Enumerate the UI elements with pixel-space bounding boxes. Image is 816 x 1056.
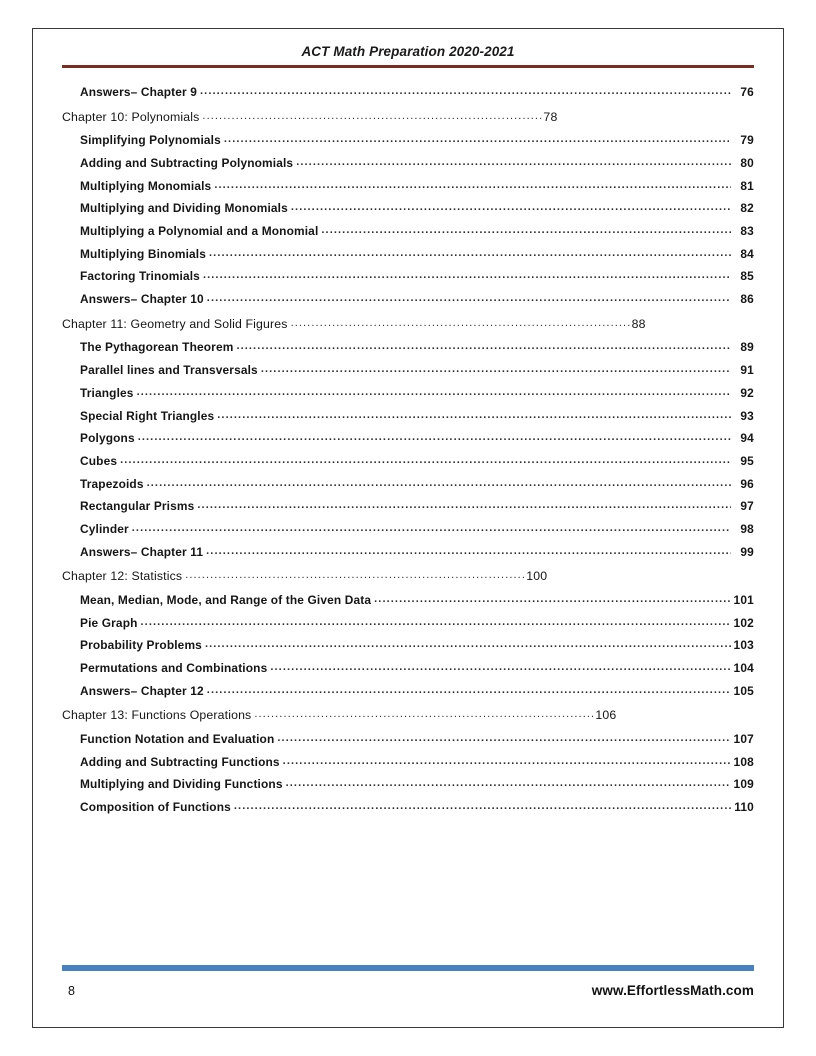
toc-leader-dots: [141, 616, 731, 629]
toc-entry-page: 104: [733, 661, 754, 676]
toc-entry-title: Special Right Triangles: [80, 408, 215, 423]
header-divider: [62, 65, 754, 68]
toc-entry-page: 109: [733, 777, 754, 792]
toc-chapter-row[interactable]: [62, 708, 754, 723]
toc-entry-title: Multiplying Binomials: [80, 246, 207, 261]
toc-entry-title: The Pythagorean Theorem: [80, 340, 234, 355]
toc-entry-page: 101: [733, 592, 754, 607]
toc-section-row[interactable]: [62, 387, 754, 401]
page-content: [62, 44, 754, 824]
toc-entry-title: Chapter 13: Functions Operations: [62, 708, 252, 723]
toc-entry-title: Answers– Chapter 10: [80, 292, 204, 307]
toc-section-row[interactable]: [62, 801, 754, 815]
toc-entry-page: 81: [740, 178, 754, 193]
toc-section-row[interactable]: [62, 733, 754, 747]
toc-leader-dots: [291, 317, 631, 330]
toc-section-row[interactable]: [62, 685, 754, 699]
toc-entry-page: 85: [740, 269, 754, 284]
toc-leader-dots: [286, 777, 731, 790]
toc-entry-page: 91: [740, 363, 754, 378]
toc-chapter-row[interactable]: [62, 317, 754, 332]
toc-leader-dots: [214, 179, 731, 192]
toc-section-row[interactable]: [62, 756, 754, 770]
toc-section-row[interactable]: [62, 248, 754, 262]
toc-leader-dots: [261, 363, 731, 376]
footer-page-number: 8: [68, 984, 75, 998]
toc-leader-dots: [277, 732, 731, 745]
toc-section-row[interactable]: [62, 432, 754, 446]
toc-leader-dots: [217, 409, 731, 422]
toc-leader-dots: [206, 545, 731, 558]
toc-section-row[interactable]: [62, 778, 754, 792]
page-header-title: ACT Math Preparation 2020-2021: [301, 44, 515, 59]
toc-section-row[interactable]: [62, 639, 754, 653]
toc-leader-dots: [207, 684, 731, 697]
toc-entry-page: 102: [733, 615, 754, 630]
toc-entry-page: 86: [740, 292, 754, 307]
toc-leader-dots: [138, 431, 731, 444]
toc-entry-title: Cylinder: [80, 521, 129, 536]
toc-chapter-row[interactable]: [62, 569, 754, 584]
toc-section-row[interactable]: [62, 594, 754, 608]
toc-section-row[interactable]: [62, 478, 754, 492]
toc-entry-title: Adding and Subtracting Polynomials: [80, 156, 294, 171]
toc-entry-title: Multiplying Monomials: [80, 178, 212, 193]
toc-section-row[interactable]: [62, 180, 754, 194]
toc-entry-title: Chapter 12: Statistics: [62, 569, 183, 584]
toc-entry-title: Answers– Chapter 11: [80, 544, 204, 559]
toc-entry-page: 83: [740, 224, 754, 239]
footer-divider: [62, 965, 754, 971]
toc-entry-title: Factoring Trinomials: [80, 269, 200, 284]
toc-leader-dots: [197, 499, 731, 512]
toc-section-row[interactable]: [62, 293, 754, 307]
toc-entry-page: 80: [740, 156, 754, 171]
toc-leader-dots: [234, 800, 731, 813]
toc-leader-dots: [185, 569, 525, 582]
toc-leader-dots: [147, 477, 731, 490]
toc-entry-title: Trapezoids: [80, 476, 144, 491]
toc-leader-dots: [120, 454, 731, 467]
toc-section-row[interactable]: [62, 134, 754, 148]
toc-leader-dots: [205, 638, 731, 651]
toc-entry-page: 78: [543, 109, 558, 124]
toc-section-row[interactable]: [62, 546, 754, 560]
toc-entry-page: 95: [740, 453, 754, 468]
toc-section-row[interactable]: [62, 523, 754, 537]
toc-entry-title: Parallel lines and Transversals: [80, 363, 258, 378]
toc-entry-title: Simplifying Polynomials: [80, 133, 221, 148]
toc-entry-title: Chapter 11: Geometry and Solid Figures: [62, 316, 288, 331]
toc-section-row[interactable]: [62, 86, 754, 100]
table-of-contents: [62, 86, 754, 815]
toc-section-row[interactable]: [62, 225, 754, 239]
toc-entry-page: 110: [734, 800, 754, 815]
toc-entry-title: Rectangular Prisms: [80, 499, 195, 514]
toc-entry-title: Answers– Chapter 12: [80, 683, 204, 698]
page-footer: [62, 965, 754, 998]
toc-leader-dots: [236, 340, 731, 353]
toc-leader-dots: [374, 593, 731, 606]
toc-entry-title: Composition of Functions: [80, 800, 231, 815]
footer-website: www.EffortlessMath.com: [591, 983, 754, 998]
toc-leader-dots: [283, 755, 731, 768]
toc-leader-dots: [132, 522, 731, 535]
toc-entry-page: 84: [740, 246, 754, 261]
toc-entry-page: 89: [740, 340, 754, 355]
toc-entry-title: Triangles: [80, 385, 134, 400]
toc-entry-title: Probability Problems: [80, 638, 202, 653]
toc-entry-title: Chapter 10: Polynomials: [62, 109, 200, 124]
toc-entry-page: 99: [740, 544, 754, 559]
toc-entry-page: 79: [740, 133, 754, 148]
toc-entry-page: 93: [740, 408, 754, 423]
toc-leader-dots: [270, 661, 731, 674]
toc-entry-page: 76: [740, 85, 754, 99]
toc-leader-dots: [291, 201, 731, 214]
toc-entry-title: Permutations and Combinations: [80, 661, 268, 676]
toc-entry-title: Mean, Median, Mode, and Range of the Given Data: [80, 592, 372, 607]
toc-entry-page: 88: [631, 316, 646, 331]
toc-section-row[interactable]: [62, 662, 754, 676]
toc-leader-dots: [137, 386, 731, 399]
toc-section-row[interactable]: [62, 202, 754, 216]
toc-entry-page: 98: [740, 521, 754, 536]
toc-entry-page: 96: [740, 476, 754, 491]
toc-entry-page: 106: [595, 708, 617, 723]
toc-entry-page: 92: [740, 385, 754, 400]
toc-leader-dots: [296, 156, 731, 169]
toc-section-row[interactable]: [62, 410, 754, 424]
toc-section-row[interactable]: [62, 341, 754, 355]
toc-entry-title: Answers– Chapter 9: [80, 85, 198, 99]
toc-entry-title: Polygons: [80, 431, 135, 446]
toc-entry-title: Multiplying and Dividing Monomials: [80, 201, 288, 216]
toc-entry-page: 103: [733, 638, 754, 653]
toc-entry-page: 105: [733, 683, 754, 698]
toc-entry-page: 82: [740, 201, 754, 216]
toc-entry-page: 100: [526, 569, 548, 584]
toc-leader-dots: [254, 708, 594, 721]
toc-section-row[interactable]: [62, 364, 754, 378]
toc-entry-page: 107: [733, 732, 754, 747]
toc-section-row[interactable]: [62, 157, 754, 171]
toc-section-row[interactable]: [62, 500, 754, 514]
toc-entry-page: 97: [740, 499, 754, 514]
toc-entry-title: Multiplying and Dividing Functions: [80, 777, 283, 792]
toc-section-row[interactable]: [62, 617, 754, 631]
toc-entry-title: Multiplying a Polynomial and a Monomial: [80, 224, 319, 239]
toc-leader-dots: [202, 110, 542, 123]
toc-entry-title: Pie Graph: [80, 615, 138, 630]
toc-leader-dots: [200, 85, 731, 98]
toc-section-row[interactable]: [62, 270, 754, 284]
toc-entry-title: Adding and Subtracting Functions: [80, 754, 280, 769]
toc-leader-dots: [224, 133, 731, 146]
toc-leader-dots: [203, 269, 731, 282]
toc-section-row[interactable]: [62, 455, 754, 469]
toc-chapter-row[interactable]: [62, 110, 754, 125]
toc-entry-page: 108: [733, 754, 754, 769]
toc-leader-dots: [209, 247, 731, 260]
toc-entry-page: 94: [740, 431, 754, 446]
toc-leader-dots: [321, 224, 731, 237]
toc-entry-title: Function Notation and Evaluation: [80, 732, 275, 747]
toc-entry-title: Cubes: [80, 453, 118, 468]
toc-leader-dots: [207, 292, 731, 305]
